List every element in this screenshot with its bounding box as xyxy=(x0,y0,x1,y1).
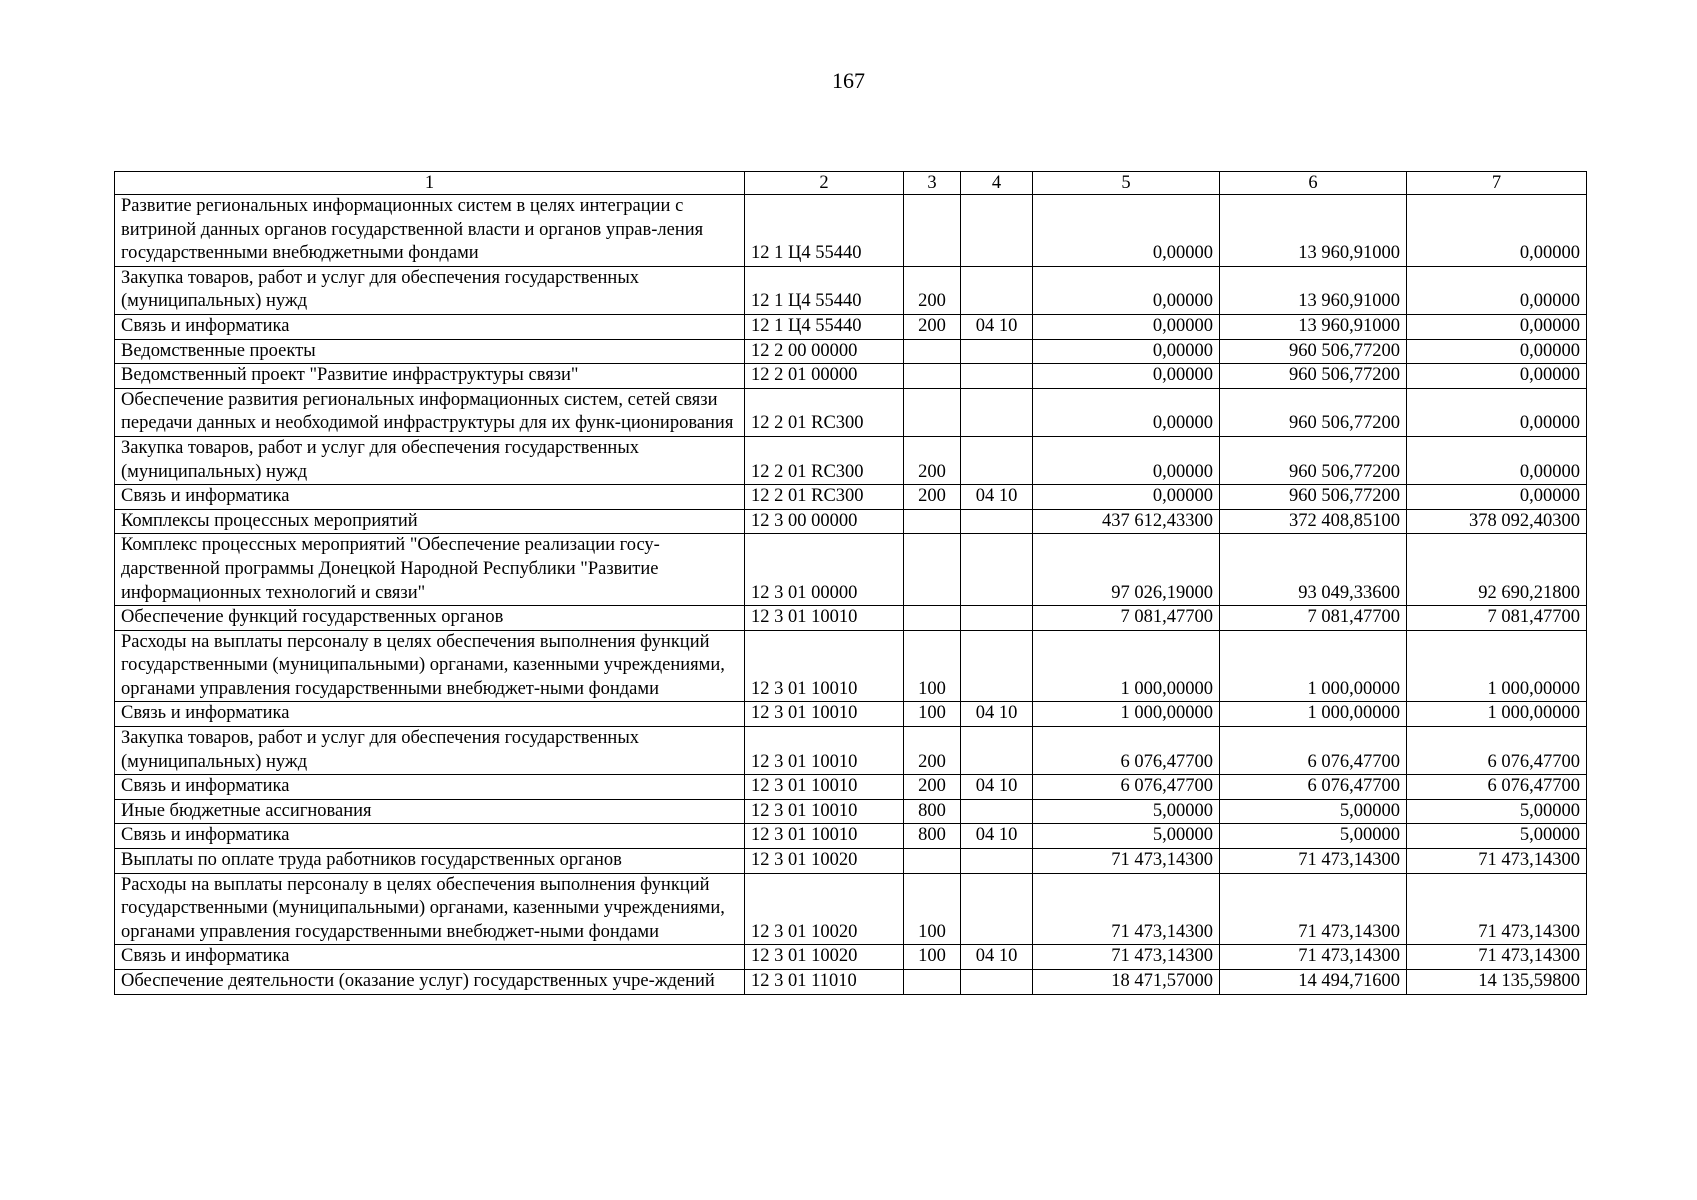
amount-col-6: 13 960,91000 xyxy=(1220,314,1407,339)
section-code xyxy=(961,630,1033,702)
table-body xyxy=(115,195,1587,995)
section-code xyxy=(961,339,1033,364)
amount-col-7: 71 473,14300 xyxy=(1407,849,1587,874)
target-code: 12 3 01 10010 xyxy=(745,606,904,631)
section-code: 04 10 xyxy=(961,775,1033,800)
expense-group xyxy=(904,364,961,389)
amount-col-6: 1 000,00000 xyxy=(1220,702,1407,727)
row-name: Связь и информатика xyxy=(115,702,745,727)
amount-col-7: 0,00000 xyxy=(1407,339,1587,364)
amount-col-5: 71 473,14300 xyxy=(1033,873,1220,945)
expense-group: 200 xyxy=(904,266,961,314)
amount-col-6: 93 049,33600 xyxy=(1220,534,1407,606)
amount-col-5: 1 000,00000 xyxy=(1033,630,1220,702)
row-name: Ведомственный проект "Развитие инфраструктуры связи" xyxy=(115,364,745,389)
table-row xyxy=(115,849,1587,874)
table-row xyxy=(115,970,1587,995)
amount-col-7: 5,00000 xyxy=(1407,799,1587,824)
amount-col-6: 5,00000 xyxy=(1220,799,1407,824)
amount-col-7: 0,00000 xyxy=(1407,195,1587,267)
amount-col-5: 1 000,00000 xyxy=(1033,702,1220,727)
page-number: 167 xyxy=(832,68,865,93)
section-code xyxy=(961,436,1033,484)
target-code: 12 3 01 10010 xyxy=(745,824,904,849)
row-name: Связь и информатика xyxy=(115,314,745,339)
amount-col-7: 0,00000 xyxy=(1407,436,1587,484)
expense-group: 200 xyxy=(904,485,961,510)
expense-group xyxy=(904,970,961,995)
amount-col-7: 71 473,14300 xyxy=(1407,873,1587,945)
section-code xyxy=(961,606,1033,631)
amount-col-7: 0,00000 xyxy=(1407,314,1587,339)
row-name: Связь и информатика xyxy=(115,945,745,970)
target-code: 12 2 00 00000 xyxy=(745,339,904,364)
target-code: 12 3 00 00000 xyxy=(745,509,904,534)
amount-col-7: 71 473,14300 xyxy=(1407,945,1587,970)
header-col-4: 4 xyxy=(961,172,1033,195)
amount-col-6: 960 506,77200 xyxy=(1220,339,1407,364)
amount-col-7: 378 092,40300 xyxy=(1407,509,1587,534)
table-row xyxy=(115,630,1587,702)
row-name: Обеспечение деятельности (оказание услуг) государственных учре-ждений xyxy=(115,970,745,995)
table-row xyxy=(115,727,1587,775)
amount-col-6: 960 506,77200 xyxy=(1220,436,1407,484)
amount-col-7: 0,00000 xyxy=(1407,266,1587,314)
row-name: Закупка товаров, работ и услуг для обеспечения государственных (муниципальных) нужд xyxy=(115,436,745,484)
section-code xyxy=(961,266,1033,314)
expense-group: 100 xyxy=(904,702,961,727)
amount-col-7: 5,00000 xyxy=(1407,824,1587,849)
amount-col-5: 437 612,43300 xyxy=(1033,509,1220,534)
amount-col-6: 13 960,91000 xyxy=(1220,266,1407,314)
table-row xyxy=(115,824,1587,849)
amount-col-7: 14 135,59800 xyxy=(1407,970,1587,995)
expense-group xyxy=(904,534,961,606)
target-code: 12 3 01 10010 xyxy=(745,799,904,824)
header-col-5: 5 xyxy=(1033,172,1220,195)
target-code: 12 3 01 10020 xyxy=(745,849,904,874)
table-row xyxy=(115,509,1587,534)
section-code xyxy=(961,364,1033,389)
amount-col-5: 5,00000 xyxy=(1033,799,1220,824)
row-name: Развитие региональных информационных систем в целях интеграции с витриной данных органов государственной власти и органов управ-ления государственными внебюджетными фондами xyxy=(115,195,745,267)
amount-col-6: 372 408,85100 xyxy=(1220,509,1407,534)
amount-col-7: 0,00000 xyxy=(1407,485,1587,510)
target-code: 12 1 Ц4 55440 xyxy=(745,314,904,339)
expense-group: 100 xyxy=(904,945,961,970)
row-name: Выплаты по оплате труда работников государственных органов xyxy=(115,849,745,874)
header-col-3: 3 xyxy=(904,172,961,195)
header-col-1: 1 xyxy=(115,172,745,195)
row-name: Связь и информатика xyxy=(115,485,745,510)
table-row xyxy=(115,534,1587,606)
amount-col-6: 14 494,71600 xyxy=(1220,970,1407,995)
target-code: 12 3 01 10010 xyxy=(745,727,904,775)
section-code xyxy=(961,534,1033,606)
amount-col-7: 1 000,00000 xyxy=(1407,630,1587,702)
table-row xyxy=(115,436,1587,484)
section-code xyxy=(961,509,1033,534)
table-row xyxy=(115,388,1587,436)
amount-col-6: 71 473,14300 xyxy=(1220,945,1407,970)
row-name: Расходы на выплаты персоналу в целях обеспечения выполнения функций государственными (муниципальными) органами, казенными учреждениями, органами управления государственными внебюджет-ными фондами xyxy=(115,630,745,702)
expense-group: 200 xyxy=(904,775,961,800)
amount-col-5: 18 471,57000 xyxy=(1033,970,1220,995)
amount-col-7: 0,00000 xyxy=(1407,364,1587,389)
amount-col-5: 6 076,47700 xyxy=(1033,775,1220,800)
amount-col-5: 0,00000 xyxy=(1033,266,1220,314)
section-code xyxy=(961,849,1033,874)
section-code xyxy=(961,799,1033,824)
expense-group xyxy=(904,849,961,874)
amount-col-5: 0,00000 xyxy=(1033,388,1220,436)
amount-col-5: 0,00000 xyxy=(1033,195,1220,267)
expense-group: 100 xyxy=(904,630,961,702)
target-code: 12 2 01 RC300 xyxy=(745,436,904,484)
amount-col-6: 960 506,77200 xyxy=(1220,364,1407,389)
amount-col-5: 0,00000 xyxy=(1033,436,1220,484)
expense-group xyxy=(904,509,961,534)
amount-col-5: 0,00000 xyxy=(1033,485,1220,510)
section-code: 04 10 xyxy=(961,824,1033,849)
expense-group xyxy=(904,195,961,267)
row-name: Ведомственные проекты xyxy=(115,339,745,364)
amount-col-7: 92 690,21800 xyxy=(1407,534,1587,606)
table-row xyxy=(115,945,1587,970)
target-code: 12 2 01 RC300 xyxy=(745,485,904,510)
amount-col-6: 6 076,47700 xyxy=(1220,775,1407,800)
section-code: 04 10 xyxy=(961,702,1033,727)
expense-group: 800 xyxy=(904,799,961,824)
table-row xyxy=(115,485,1587,510)
expense-group xyxy=(904,606,961,631)
row-name: Комплекс процессных мероприятий "Обеспечение реализации госу-дарственной программы Донецкой Народной Республики "Развитие информационных технологий и связи" xyxy=(115,534,745,606)
target-code: 12 2 01 00000 xyxy=(745,364,904,389)
target-code: 12 3 01 10020 xyxy=(745,873,904,945)
amount-col-6: 5,00000 xyxy=(1220,824,1407,849)
amount-col-7: 1 000,00000 xyxy=(1407,702,1587,727)
amount-col-5: 0,00000 xyxy=(1033,314,1220,339)
expense-group: 200 xyxy=(904,727,961,775)
table-row xyxy=(115,266,1587,314)
target-code: 12 3 01 00000 xyxy=(745,534,904,606)
section-code: 04 10 xyxy=(961,314,1033,339)
amount-col-5: 0,00000 xyxy=(1033,364,1220,389)
amount-col-7: 6 076,47700 xyxy=(1407,775,1587,800)
expense-group: 200 xyxy=(904,314,961,339)
amount-col-7: 0,00000 xyxy=(1407,388,1587,436)
target-code: 12 1 Ц4 55440 xyxy=(745,195,904,267)
amount-col-6: 7 081,47700 xyxy=(1220,606,1407,631)
row-name: Связь и информатика xyxy=(115,775,745,800)
target-code: 12 3 01 11010 xyxy=(745,970,904,995)
header-row xyxy=(115,172,1587,195)
expense-group: 100 xyxy=(904,873,961,945)
amount-col-5: 6 076,47700 xyxy=(1033,727,1220,775)
table-row xyxy=(115,799,1587,824)
table-row xyxy=(115,775,1587,800)
target-code: 12 2 01 RC300 xyxy=(745,388,904,436)
row-name: Закупка товаров, работ и услуг для обеспечения государственных (муниципальных) нужд xyxy=(115,266,745,314)
table-row xyxy=(115,364,1587,389)
row-name: Связь и информатика xyxy=(115,824,745,849)
amount-col-6: 71 473,14300 xyxy=(1220,873,1407,945)
target-code: 12 3 01 10010 xyxy=(745,775,904,800)
expense-group: 200 xyxy=(904,436,961,484)
amount-col-6: 960 506,77200 xyxy=(1220,388,1407,436)
header-col-7: 7 xyxy=(1407,172,1587,195)
row-name: Иные бюджетные ассигнования xyxy=(115,799,745,824)
amount-col-5: 97 026,19000 xyxy=(1033,534,1220,606)
table-row xyxy=(115,606,1587,631)
section-code xyxy=(961,195,1033,267)
target-code: 12 3 01 10010 xyxy=(745,702,904,727)
expense-group xyxy=(904,339,961,364)
expense-group xyxy=(904,388,961,436)
table-row xyxy=(115,702,1587,727)
amount-col-5: 5,00000 xyxy=(1033,824,1220,849)
row-name: Обеспечение развития региональных информационных систем, сетей связи передачи данных и необходимой инфраструктуры для их функ-ционирования xyxy=(115,388,745,436)
amount-col-7: 7 081,47700 xyxy=(1407,606,1587,631)
header-col-2: 2 xyxy=(745,172,904,195)
amount-col-6: 1 000,00000 xyxy=(1220,630,1407,702)
amount-col-7: 6 076,47700 xyxy=(1407,727,1587,775)
target-code: 12 1 Ц4 55440 xyxy=(745,266,904,314)
amount-col-5: 71 473,14300 xyxy=(1033,945,1220,970)
section-code xyxy=(961,873,1033,945)
section-code xyxy=(961,727,1033,775)
row-name: Закупка товаров, работ и услуг для обеспечения государственных (муниципальных) нужд xyxy=(115,727,745,775)
row-name: Обеспечение функций государственных органов xyxy=(115,606,745,631)
header-col-6: 6 xyxy=(1220,172,1407,195)
amount-col-5: 71 473,14300 xyxy=(1033,849,1220,874)
section-code: 04 10 xyxy=(961,485,1033,510)
section-code xyxy=(961,970,1033,995)
target-code: 12 3 01 10020 xyxy=(745,945,904,970)
table-row xyxy=(115,339,1587,364)
table-row xyxy=(115,195,1587,267)
amount-col-6: 6 076,47700 xyxy=(1220,727,1407,775)
table-row xyxy=(115,873,1587,945)
section-code xyxy=(961,388,1033,436)
budget-table xyxy=(114,171,1587,995)
target-code: 12 3 01 10010 xyxy=(745,630,904,702)
section-code: 04 10 xyxy=(961,945,1033,970)
row-name: Расходы на выплаты персоналу в целях обеспечения выполнения функций государственными (муниципальными) органами, казенными учреждениями, органами управления государственными внебюджет-ными фондами xyxy=(115,873,745,945)
amount-col-6: 71 473,14300 xyxy=(1220,849,1407,874)
amount-col-5: 0,00000 xyxy=(1033,339,1220,364)
amount-col-6: 13 960,91000 xyxy=(1220,195,1407,267)
expense-group: 800 xyxy=(904,824,961,849)
amount-col-5: 7 081,47700 xyxy=(1033,606,1220,631)
amount-col-6: 960 506,77200 xyxy=(1220,485,1407,510)
table-row xyxy=(115,314,1587,339)
row-name: Комплексы процессных мероприятий xyxy=(115,509,745,534)
